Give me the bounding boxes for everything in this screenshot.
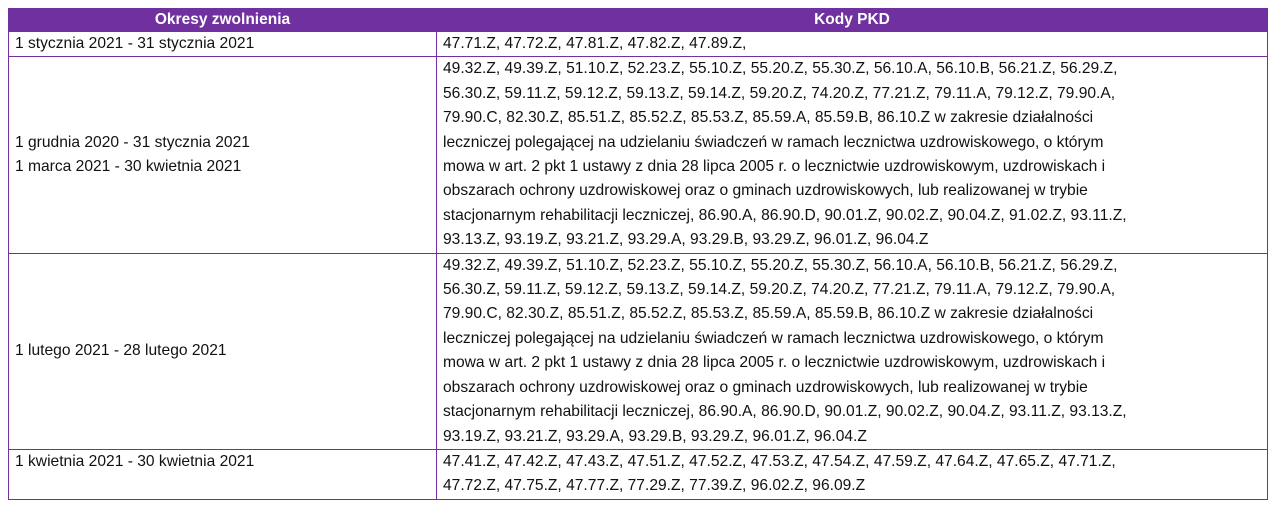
- period-line: 1 kwietnia 2021 - 30 kwietnia 2021: [15, 452, 255, 470]
- codes-line: leczniczej polegającej na udzielaniu świadczeń w ramach lecznictwa uzdrowiskowego, o którym: [443, 133, 1104, 151]
- period-cell: [9, 449, 437, 499]
- codes-line: 49.32.Z, 49.39.Z, 51.10.Z, 52.23.Z, 55.10.Z, 55.20.Z, 55.30.Z, 56.10.A, 56.10.B, 56.21.Z, 56.29.Z,: [443, 60, 1118, 78]
- header-pkd-codes: Kody PKD: [437, 9, 1268, 32]
- table-row: [9, 32, 1268, 57]
- period-line: 1 marca 2021 - 30 kwietnia 2021: [15, 158, 242, 176]
- codes-line: 47.71.Z, 47.72.Z, 47.81.Z, 47.82.Z, 47.89.Z,: [443, 35, 747, 52]
- codes-cell: [437, 449, 1268, 499]
- codes-line: obszarach ochrony uzdrowiskowej oraz o gminach uzdrowiskowych, lub realizowanej w trybie: [443, 378, 1088, 396]
- period-line: 1 stycznia 2021 - 31 stycznia 2021: [15, 35, 255, 52]
- codes-cell: [437, 253, 1268, 449]
- codes-line: stacjonarnym rehabilitacji leczniczej, 86.90.A, 86.90.D, 90.01.Z, 90.02.Z, 90.04.Z, 93.11.Z, 93.13.Z,: [443, 403, 1127, 421]
- table-row: [9, 57, 1268, 253]
- period-cell: [9, 253, 437, 449]
- codes-line: 49.32.Z, 49.39.Z, 51.10.Z, 52.23.Z, 55.10.Z, 55.20.Z, 55.30.Z, 56.10.A, 56.10.B, 56.21.Z, 56.29.Z,: [443, 256, 1118, 274]
- header-periods: Okresy zwolnienia: [9, 9, 437, 32]
- pkd-table-wrapper: [8, 8, 1267, 500]
- codes-line: leczniczej polegającej na udzielaniu świadczeń w ramach lecznictwa uzdrowiskowego, o którym: [443, 329, 1104, 347]
- period-line: 1 grudnia 2020 - 31 stycznia 2021: [15, 133, 250, 151]
- period-cell: [9, 57, 437, 253]
- codes-line: mowa w art. 2 pkt 1 ustawy z dnia 28 lipca 2005 r. o lecznictwie uzdrowiskowym, uzdrowiskach i: [443, 354, 1106, 372]
- codes-line: 79.90.C, 82.30.Z, 85.51.Z, 85.52.Z, 85.53.Z, 85.59.A, 85.59.B, 86.10.Z w zakresie działalności: [443, 109, 1094, 127]
- pkd-table: [8, 8, 1268, 500]
- codes-cell: [437, 32, 1268, 57]
- codes-line: 93.13.Z, 93.19.Z, 93.21.Z, 93.29.A, 93.29.B, 93.29.Z, 96.01.Z, 96.04.Z: [443, 231, 929, 249]
- table-row: [9, 449, 1268, 499]
- codes-line: 56.30.Z, 59.11.Z, 59.12.Z, 59.13.Z, 59.14.Z, 59.20.Z, 74.20.Z, 77.21.Z, 79.11.A, 79.12.Z, 79.90.A,: [443, 84, 1116, 102]
- table-header-row: [9, 9, 1268, 32]
- codes-line: 47.41.Z, 47.42.Z, 47.43.Z, 47.51.Z, 47.52.Z, 47.53.Z, 47.54.Z, 47.59.Z, 47.64.Z, 47.65.Z, 47.71.Z,: [443, 452, 1116, 470]
- codes-line: obszarach ochrony uzdrowiskowej oraz o gminach uzdrowiskowych, lub realizowanej w trybie: [443, 182, 1088, 200]
- codes-line: 56.30.Z, 59.11.Z, 59.12.Z, 59.13.Z, 59.14.Z, 59.20.Z, 74.20.Z, 77.21.Z, 79.11.A, 79.12.Z, 79.90.A,: [443, 281, 1116, 299]
- codes-line: 93.19.Z, 93.21.Z, 93.29.A, 93.29.B, 93.29.Z, 96.01.Z, 96.04.Z: [443, 427, 867, 445]
- period-line: 1 lutego 2021 - 28 lutego 2021: [15, 342, 227, 360]
- codes-line: 79.90.C, 82.30.Z, 85.51.Z, 85.52.Z, 85.53.Z, 85.59.A, 85.59.B, 86.10.Z w zakresie działalności: [443, 305, 1094, 323]
- table-row: [9, 253, 1268, 449]
- period-cell: [9, 32, 437, 57]
- codes-line: stacjonarnym rehabilitacji leczniczej, 86.90.A, 86.90.D, 90.01.Z, 90.02.Z, 90.04.Z, 91.02.Z, 93.11.Z,: [443, 206, 1127, 224]
- codes-line: mowa w art. 2 pkt 1 ustawy z dnia 28 lipca 2005 r. o lecznictwie uzdrowiskowym, uzdrowiskach i: [443, 158, 1106, 176]
- codes-cell: [437, 57, 1268, 253]
- codes-line: 47.72.Z, 47.75.Z, 47.77.Z, 77.29.Z, 77.39.Z, 96.02.Z, 96.09.Z: [443, 477, 866, 495]
